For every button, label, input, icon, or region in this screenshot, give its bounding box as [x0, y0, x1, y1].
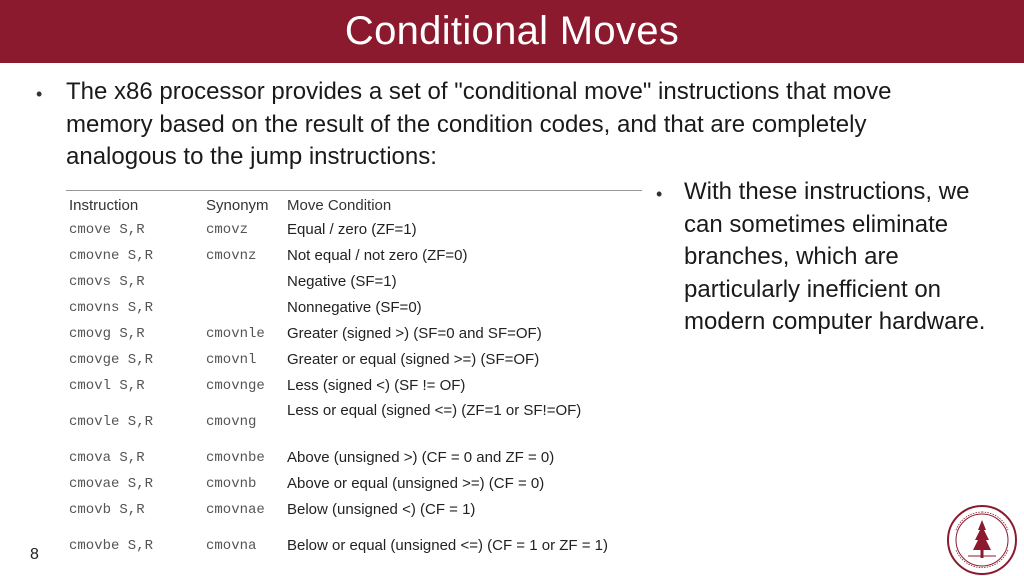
- table-row: [66, 269, 642, 295]
- bullet-point: •: [36, 84, 43, 104]
- instruction-cell: cmovs S,R: [69, 274, 145, 290]
- condition-cell: Above or equal (unsigned >=) (CF = 0): [287, 475, 545, 492]
- synonym-cell: cmovnb: [206, 476, 257, 492]
- conditional-move-table: [66, 193, 642, 569]
- instruction-cell: cmovl S,R: [69, 378, 145, 394]
- instruction-cell: cmovle S,R: [69, 414, 154, 430]
- condition-cell: Not equal / not zero (ZF=0): [287, 247, 468, 264]
- condition-cell: Greater (signed >) (SF=0 and SF=OF): [287, 325, 542, 342]
- synonym-cell: cmovz: [206, 222, 249, 238]
- instruction-cell: cmovne S,R: [69, 248, 154, 264]
- condition-cell: Equal / zero (ZF=1): [287, 221, 417, 238]
- instruction-cell: cmovge S,R: [69, 352, 154, 368]
- table-row: [66, 399, 642, 445]
- table-top-rule: [66, 190, 642, 191]
- slide-header: [0, 0, 1024, 63]
- instruction-cell: cmovae S,R: [69, 476, 154, 492]
- instruction-cell: cmova S,R: [69, 450, 145, 466]
- instruction-cell: cmove S,R: [69, 222, 145, 238]
- table-row: [66, 445, 642, 471]
- slide-title: Conditional Moves: [344, 9, 680, 53]
- synonym-cell: [206, 295, 287, 321]
- condition-cell: Less (signed <) (SF != OF): [287, 377, 466, 394]
- table-row: [66, 347, 642, 373]
- table-row: [66, 373, 642, 399]
- table-row: [66, 295, 642, 321]
- table-row: [66, 217, 642, 243]
- table-row: [66, 497, 642, 523]
- page-number: 8: [30, 546, 39, 563]
- condition-cell: Less or equal (signed <=) (ZF=1 or SF!=OF): [287, 402, 582, 419]
- instruction-cell: cmovns S,R: [69, 300, 154, 316]
- synonym-cell: [206, 269, 287, 295]
- instruction-cell: cmovg S,R: [69, 326, 145, 342]
- bullet-point: •: [656, 184, 663, 204]
- instruction-cell: cmovbe S,R: [69, 538, 154, 554]
- synonym-cell: cmovnge: [206, 378, 265, 394]
- synonym-cell: cmovnle: [206, 326, 265, 342]
- header-synonym: Synonym: [206, 196, 269, 214]
- condition-cell: Greater or equal (signed >=) (SF=OF): [287, 351, 540, 368]
- table-row: [66, 321, 642, 347]
- synonym-cell: cmovnae: [206, 502, 265, 518]
- header-instruction: Instruction: [69, 196, 139, 214]
- side-note-text: With these instructions, we can sometimes eliminate branches, which are particularly inefficient on modern computer hardware.: [684, 178, 986, 335]
- stanford-seal-icon: [946, 504, 1018, 576]
- intro-text: The x86 processor provides a set of "conditional move" instructions that move memory based on the result of the condition codes, and that are completely analogous to the jump instructions:: [66, 78, 892, 170]
- instruction-cell: cmovb S,R: [69, 502, 145, 518]
- table-row: [66, 523, 642, 569]
- condition-cell: Nonnegative (SF=0): [287, 299, 422, 316]
- condition-cell: Above (unsigned >) (CF = 0 and ZF = 0): [287, 449, 555, 466]
- synonym-cell: cmovnbe: [206, 450, 265, 466]
- synonym-cell: cmovng: [206, 414, 257, 430]
- synonym-cell: cmovnz: [206, 248, 257, 264]
- condition-cell: Below or equal (unsigned <=) (CF = 1 or ZF = 1): [287, 537, 608, 554]
- table-row: [66, 471, 642, 497]
- condition-cell: Negative (SF=1): [287, 273, 397, 290]
- header-move-condition: Move Condition: [287, 196, 392, 214]
- condition-cell: Below (unsigned <) (CF = 1): [287, 501, 476, 518]
- table-row: [66, 243, 642, 269]
- synonym-cell: cmovnl: [206, 352, 257, 368]
- synonym-cell: cmovna: [206, 538, 257, 554]
